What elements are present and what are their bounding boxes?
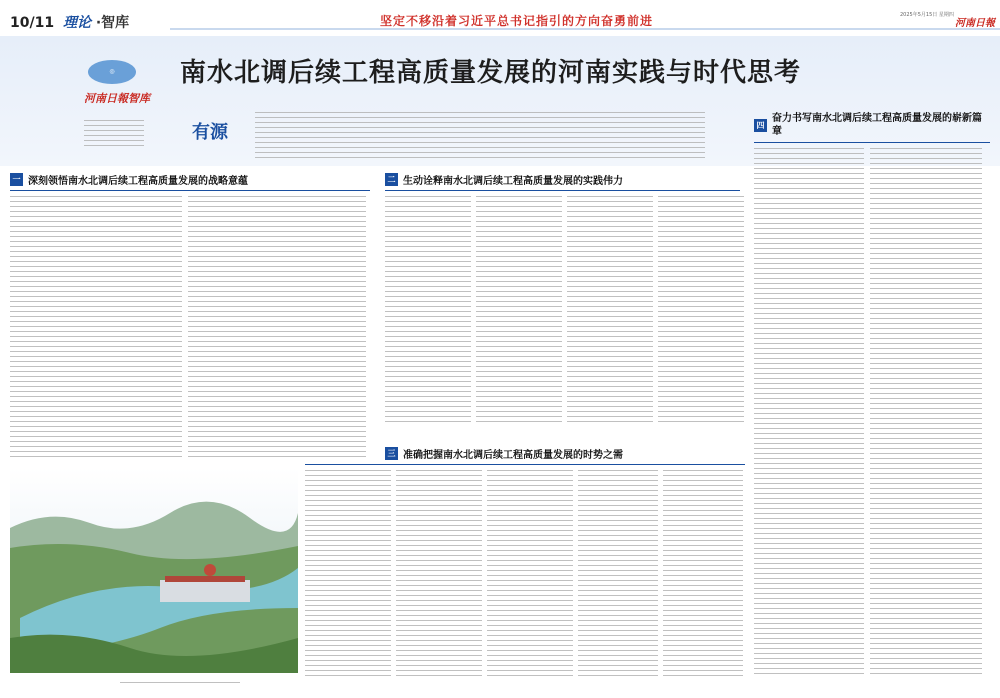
section-3-title: 准确把握南水北调后续工程高质量发展的时势之需: [403, 450, 623, 461]
page-header: [10, 12, 129, 32]
section-3-col-4: [578, 470, 658, 680]
column-logo: 有源: [192, 122, 228, 143]
section-3-col-1: [305, 470, 391, 680]
section-name: ·智库: [95, 15, 130, 31]
section-4-heading: [754, 112, 994, 138]
section-2-heading: [385, 172, 623, 187]
reservoir-photo: [10, 468, 298, 673]
section-3-col-5: [663, 470, 743, 680]
section-4-number: 四: [754, 119, 767, 132]
section-2-col-1: [385, 196, 471, 426]
section-brand: 理论: [62, 15, 91, 31]
section-1-number: 一: [10, 173, 23, 186]
section-1-rule: [10, 190, 370, 191]
section-2-rule: [385, 190, 740, 191]
section-2-col-2: [476, 196, 562, 426]
section-2-col-4: [658, 196, 744, 426]
intro-paragraph: [255, 112, 705, 160]
section-3-heading: [385, 446, 623, 461]
section-4-col-2: [870, 148, 982, 678]
section-3-col-3: [487, 470, 573, 680]
section-4-title: 奋力书写南水北调后续工程高质量发展的崭新篇章: [772, 113, 982, 137]
editor-credits: [84, 120, 144, 150]
think-tank-logo: 河南日報智库: [84, 92, 150, 105]
issue-date: 2025年5月15日 星期四: [900, 12, 954, 18]
section-2-col-3: [567, 196, 653, 426]
section-4-rule: [754, 142, 990, 143]
section-1-heading: [10, 172, 248, 187]
section-3-number: 三: [385, 447, 398, 460]
section-2-number: 二: [385, 173, 398, 186]
section-3-col-2: [396, 470, 482, 680]
section-1-title: 深刻领悟南水北调后续工程高质量发展的战略意蕴: [28, 176, 248, 187]
section-1-col-1: [10, 196, 182, 458]
photo-caption: [120, 682, 240, 686]
page-number: 10/11: [10, 15, 55, 31]
header-slogan: 坚定不移沿着习近平总书记指引的方向奋勇前进: [380, 14, 654, 28]
section-2-title: 生动诠释南水北调后续工程高质量发展的实践伟力: [403, 176, 623, 187]
page-headline: 南水北调后续工程高质量发展的河南实践与时代思考: [180, 58, 802, 88]
section-3-rule: [305, 464, 745, 465]
newspaper-logo: 河南日報: [955, 18, 995, 29]
section-1-col-2: [188, 196, 366, 458]
section-4-col-1: [754, 148, 864, 678]
think-tank-emblem-icon: ◎: [88, 60, 136, 84]
